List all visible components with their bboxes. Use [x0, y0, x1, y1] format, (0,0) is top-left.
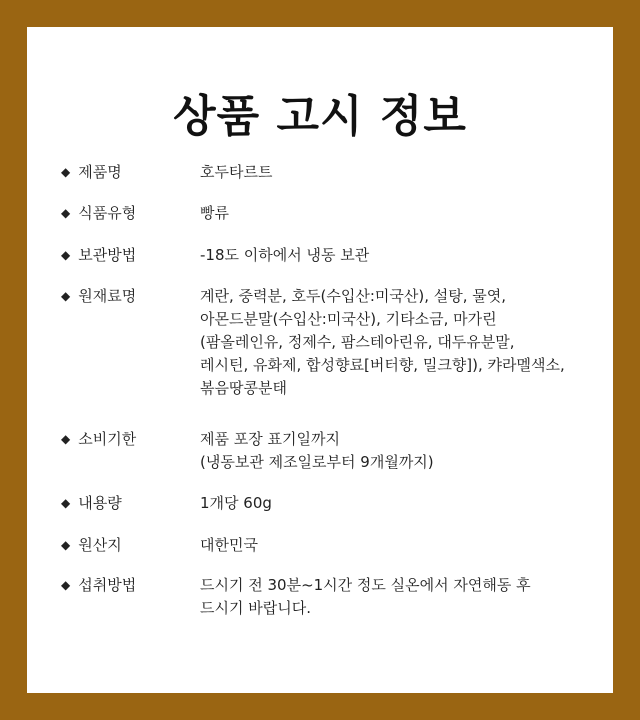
value-line: 드시기 바랍니다. — [200, 599, 311, 617]
diamond-bullet-icon: ◆ — [61, 578, 71, 592]
row-value — [200, 202, 600, 225]
row-value — [200, 534, 600, 557]
value-line: 아몬드분말(수입산:미국산), 기타소금, 마가린 — [200, 310, 497, 328]
value-line: 제품 포장 표기일까지 — [200, 430, 340, 448]
row-value — [200, 492, 600, 515]
row-label: ◆ 원재료명 — [61, 287, 137, 305]
value-line: 레시틴, 유화제, 합성향료[버터향, 밀크향]), 캬라멜색소, — [200, 356, 565, 374]
value-line: 계란, 중력분, 호두(수입산:미국산), 설탕, 물엿, — [200, 287, 507, 305]
value-line: 빵류 — [200, 204, 229, 222]
diamond-bullet-icon: ◆ — [61, 496, 71, 510]
row-label: ◆ 섭취방법 — [61, 576, 137, 594]
diamond-bullet-icon: ◆ — [61, 165, 71, 179]
row-value — [200, 574, 600, 620]
row-value — [200, 244, 600, 267]
diamond-bullet-icon: ◆ — [61, 206, 71, 220]
diamond-bullet-icon: ◆ — [61, 289, 71, 303]
row-label: ◆ 보관방법 — [61, 246, 137, 264]
diamond-bullet-icon: ◆ — [61, 248, 71, 262]
value-line: 볶음땅콩분태 — [200, 379, 287, 397]
row-value — [200, 428, 600, 474]
row-value — [200, 161, 600, 184]
value-line: 호두타르트 — [200, 163, 273, 181]
row-label: ◆ 소비기한 — [61, 430, 137, 448]
diamond-bullet-icon: ◆ — [61, 538, 71, 552]
row-label: ◆ 원산지 — [61, 536, 122, 554]
value-line: 대한민국 — [200, 536, 258, 554]
page-title: 상품 고시 정보 — [173, 91, 467, 142]
value-line: (냉동보관 제조일로부터 9개월까지) — [200, 453, 434, 471]
value-line: -18도 이하에서 냉동 보관 — [200, 246, 370, 264]
row-label: ◆ 내용량 — [61, 494, 122, 512]
row-label: ◆ 제품명 — [61, 163, 122, 181]
diamond-bullet-icon: ◆ — [61, 432, 71, 446]
value-line: 1개당 60g — [200, 494, 272, 512]
row-label: ◆ 식품유형 — [61, 204, 137, 222]
value-line: (팜올레인유, 정제수, 팜스테아린유, 대두유분말, — [200, 333, 515, 351]
info-card — [27, 27, 613, 693]
row-value — [200, 285, 600, 400]
value-line: 드시기 전 30분~1시간 정도 실온에서 자연해동 후 — [200, 576, 531, 594]
